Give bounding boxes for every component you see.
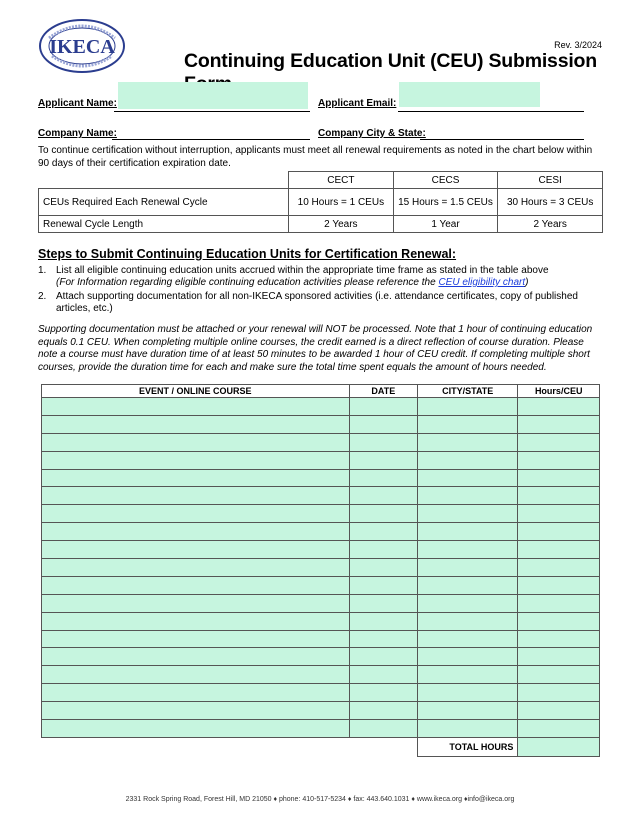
applicant-email-input[interactable] (399, 82, 540, 107)
table-row (42, 398, 600, 416)
total-hours-input[interactable] (518, 737, 600, 756)
date-input[interactable] (349, 469, 417, 487)
city-state-input[interactable] (418, 576, 518, 594)
hours-ceu-input[interactable] (518, 666, 600, 684)
page-title: Continuing Education Unit (CEU) Submission (184, 50, 597, 72)
event-course-input[interactable] (42, 505, 350, 523)
hours-ceu-input[interactable] (518, 576, 600, 594)
column-header: EVENT / ONLINE COURSE (42, 385, 350, 398)
hours-ceu-input[interactable] (518, 541, 600, 559)
event-course-input[interactable] (42, 433, 350, 451)
hours-ceu-input[interactable] (518, 559, 600, 577)
ikeca-logo-icon (38, 18, 126, 74)
city-state-input[interactable] (418, 469, 518, 487)
city-state-input[interactable] (418, 684, 518, 702)
table-header-row (42, 385, 600, 398)
step-text: List all eligible continuing education units accrued within the appropriate time frame as stated in the table above (56, 265, 549, 276)
hours-ceu-input[interactable] (518, 398, 600, 416)
table-cell (42, 737, 350, 756)
date-input[interactable] (349, 720, 417, 738)
column-header: CECT (289, 172, 394, 189)
table-cell: 1 Year (393, 216, 498, 233)
date-input[interactable] (349, 415, 417, 433)
hours-ceu-input[interactable] (518, 702, 600, 720)
city-state-input[interactable] (418, 433, 518, 451)
city-state-input[interactable] (418, 702, 518, 720)
event-course-input[interactable] (42, 594, 350, 612)
city-state-input[interactable] (418, 487, 518, 505)
company-name-input[interactable] (112, 125, 310, 140)
footer-contact: 2331 Rock Spring Road, Forest Hill, MD 21050 ♦ phone: 410-517-5234 ♦ fax: 443.640.1031 ♦ www.ikeca.org ♦info@ikeca.org (125, 796, 515, 803)
ikeca-logo (38, 18, 126, 74)
event-course-input[interactable] (42, 451, 350, 469)
hours-ceu-input[interactable] (518, 433, 600, 451)
company-name-label: Company Name: (38, 128, 117, 139)
event-course-input[interactable] (42, 559, 350, 577)
city-state-input[interactable] (418, 666, 518, 684)
table-row (42, 505, 600, 523)
city-state-input[interactable] (418, 630, 518, 648)
event-course-input[interactable] (42, 702, 350, 720)
table-row (42, 523, 600, 541)
table-row (42, 541, 600, 559)
date-input[interactable] (349, 666, 417, 684)
table-row (42, 612, 600, 630)
event-course-input[interactable] (42, 487, 350, 505)
date-input[interactable] (349, 487, 417, 505)
event-course-input[interactable] (42, 612, 350, 630)
event-course-input[interactable] (42, 684, 350, 702)
date-input[interactable] (349, 433, 417, 451)
date-input[interactable] (349, 684, 417, 702)
event-course-input[interactable] (42, 720, 350, 738)
step-number: 1. (38, 265, 47, 276)
table-row (42, 559, 600, 577)
hours-ceu-input[interactable] (518, 505, 600, 523)
city-state-input[interactable] (418, 451, 518, 469)
city-state-input[interactable] (418, 559, 518, 577)
table-row (42, 702, 600, 720)
ceu-log-table (41, 384, 600, 757)
table-row (42, 469, 600, 487)
table-cell: 2 Years (498, 216, 603, 233)
city-state-input[interactable] (418, 398, 518, 416)
table-row (39, 172, 603, 189)
table-row (42, 487, 600, 505)
company-city-state-label: Company City & State: (318, 128, 426, 139)
date-input[interactable] (349, 702, 417, 720)
list-item (38, 265, 604, 289)
step-text: Attach supporting documentation for all non-IKECA sponsored activities (i.e. attendance certificates, copy of published articles, etc.) (56, 291, 578, 314)
column-header: Hours/CEU (518, 385, 600, 398)
table-cell: 30 Hours = 3 CEUs (498, 189, 603, 216)
city-state-input[interactable] (418, 612, 518, 630)
table-row (42, 594, 600, 612)
step-number: 2. (38, 291, 47, 302)
table-row (42, 648, 600, 666)
date-input[interactable] (349, 523, 417, 541)
event-course-input[interactable] (42, 666, 350, 684)
date-input[interactable] (349, 451, 417, 469)
table-row (42, 720, 600, 738)
date-input[interactable] (349, 594, 417, 612)
date-input[interactable] (349, 505, 417, 523)
event-course-input[interactable] (42, 630, 350, 648)
total-hours-label: TOTAL HOURS (418, 737, 518, 756)
table-row (42, 666, 600, 684)
city-state-input[interactable] (418, 648, 518, 666)
table-row (42, 451, 600, 469)
date-input[interactable] (349, 398, 417, 416)
hours-ceu-input[interactable] (518, 523, 600, 541)
step-subtext (56, 277, 529, 288)
table-row (39, 216, 603, 233)
table-row (42, 630, 600, 648)
hours-ceu-input[interactable] (518, 648, 600, 666)
hours-ceu-input[interactable] (518, 469, 600, 487)
city-state-input[interactable] (418, 523, 518, 541)
company-city-state-input[interactable] (420, 125, 584, 140)
hours-ceu-input[interactable] (518, 720, 600, 738)
column-header: DATE (349, 385, 417, 398)
hours-ceu-input[interactable] (518, 630, 600, 648)
steps-title: Steps to Submit Continuing Education Units for Certification Renewal: (38, 247, 457, 261)
row-label: Renewal Cycle Length (39, 216, 289, 233)
log-table-body (42, 398, 600, 738)
table-cell: 10 Hours = 1 CEUs (289, 189, 394, 216)
table-cell: 2 Years (289, 216, 394, 233)
hours-ceu-input[interactable] (518, 612, 600, 630)
city-state-input[interactable] (418, 720, 518, 738)
city-state-input[interactable] (418, 415, 518, 433)
hours-ceu-input[interactable] (518, 487, 600, 505)
table-row (42, 684, 600, 702)
steps-list (38, 265, 604, 317)
table-cell (39, 172, 289, 189)
event-course-input[interactable] (42, 469, 350, 487)
table-row (42, 415, 600, 433)
hours-ceu-input[interactable] (518, 415, 600, 433)
hours-ceu-input[interactable] (518, 451, 600, 469)
column-header: CITY/STATE (418, 385, 518, 398)
event-course-input[interactable] (42, 648, 350, 666)
date-input[interactable] (349, 576, 417, 594)
applicant-name-input[interactable] (118, 82, 308, 109)
date-input[interactable] (349, 612, 417, 630)
city-state-input[interactable] (418, 505, 518, 523)
logo-text: IKECA (49, 36, 115, 58)
step-subtext-prefix: (For Information regarding eligible continuing education activities please reference the (56, 277, 439, 288)
date-input[interactable] (349, 630, 417, 648)
requirements-table (38, 171, 603, 233)
table-row (42, 433, 600, 451)
applicant-email-label: Applicant Email: (318, 98, 397, 109)
city-state-input[interactable] (418, 541, 518, 559)
event-course-input[interactable] (42, 541, 350, 559)
total-row (42, 737, 600, 756)
date-input[interactable] (349, 648, 417, 666)
list-item (38, 291, 604, 315)
city-state-input[interactable] (418, 594, 518, 612)
row-label: CEUs Required Each Renewal Cycle (39, 189, 289, 216)
ceu-eligibility-link[interactable]: CEU eligibility chart (438, 277, 526, 288)
date-input[interactable] (349, 559, 417, 577)
event-course-input[interactable] (42, 523, 350, 541)
revision-label: Rev. 3/2024 (554, 40, 602, 50)
date-input[interactable] (349, 541, 417, 559)
event-course-input[interactable] (42, 415, 350, 433)
intro-text: To continue certification without interruption, applicants must meet all renewal requirements as noted in the chart below within 90 days of their certification expiration date. (38, 145, 593, 169)
event-course-input[interactable] (42, 576, 350, 594)
column-header: CECS (393, 172, 498, 189)
table-row (42, 576, 600, 594)
event-course-input[interactable] (42, 398, 350, 416)
documentation-note: Supporting documentation must be attached or your renewal will NOT be processed. Note that 1 hour of continuing education equals 0.1 CEU. When completing multiple online courses, the credit earned is a direct reflection of course duration. Please note a course must have duration time of at least 50 minutes to be awarded 1 hour of CEU credit. If completing multiple short courses, provide the duration time for each and make sure the total time spent equals the amount of hours needed. (38, 324, 593, 373)
column-header: CESI (498, 172, 603, 189)
table-cell: 15 Hours = 1.5 CEUs (393, 189, 498, 216)
hours-ceu-input[interactable] (518, 684, 600, 702)
step-subtext-suffix: ) (525, 277, 529, 288)
table-cell (349, 737, 417, 756)
hours-ceu-input[interactable] (518, 594, 600, 612)
table-row (39, 189, 603, 216)
applicant-name-label: Applicant Name: (38, 98, 117, 109)
